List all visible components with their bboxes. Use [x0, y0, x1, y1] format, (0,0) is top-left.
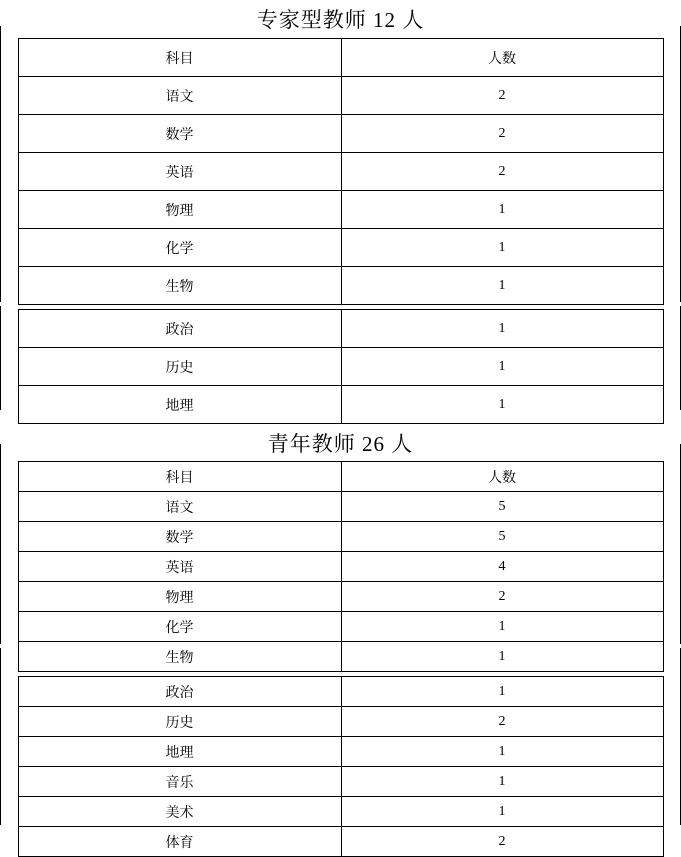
cell-count: 1 [341, 677, 663, 707]
cell-count: 5 [341, 522, 663, 552]
cell-subject: 历史 [18, 348, 341, 386]
page-edge-mark-left-top [0, 26, 1, 302]
cell-subject: 政治 [18, 310, 341, 348]
table-row [18, 191, 663, 229]
header-subject: 科目 [18, 39, 341, 77]
cell-count: 1 [341, 191, 663, 229]
cell-subject: 生物 [18, 267, 341, 305]
table-header-row [18, 462, 663, 492]
cell-subject: 数学 [18, 522, 341, 552]
cell-count: 2 [341, 153, 663, 191]
table-row [18, 612, 663, 642]
cell-subject: 化学 [18, 229, 341, 267]
table-block-expert-teachers [0, 38, 681, 424]
cell-subject: 地理 [18, 737, 341, 767]
table-row [18, 642, 663, 672]
cell-count: 1 [341, 267, 663, 305]
cell-subject: 化学 [18, 612, 341, 642]
cell-subject: 地理 [18, 386, 341, 424]
cell-count: 2 [341, 827, 663, 857]
table-row [18, 552, 663, 582]
cell-subject: 生物 [18, 642, 341, 672]
table-row [18, 348, 663, 386]
cell-subject: 语文 [18, 492, 341, 522]
cell-subject: 物理 [18, 191, 341, 229]
section-title-expert-teachers: 专家型教师 12 人 [256, 8, 425, 32]
table-expert-teachers-continued [18, 309, 664, 424]
cell-subject: 语文 [18, 77, 341, 115]
cell-subject: 政治 [18, 677, 341, 707]
table-row [18, 492, 663, 522]
cell-count: 2 [341, 582, 663, 612]
section-title-young-teachers: 青年教师 26 人 [267, 432, 414, 456]
table-row [18, 737, 663, 767]
table-row [18, 229, 663, 267]
cell-count: 5 [341, 492, 663, 522]
table-expert-teachers [18, 38, 664, 305]
header-count: 人数 [341, 39, 663, 77]
table-row [18, 707, 663, 737]
table-row [18, 267, 663, 305]
header-subject: 科目 [18, 462, 341, 492]
table-header-row [18, 39, 663, 77]
table-row [18, 310, 663, 348]
cell-count: 2 [341, 115, 663, 153]
table-row [18, 677, 663, 707]
cell-count: 1 [341, 386, 663, 424]
table-young-teachers-continued [18, 676, 664, 857]
table-block-young-teachers [0, 461, 681, 857]
table-row [18, 522, 663, 552]
table-row [18, 827, 663, 857]
cell-count: 1 [341, 310, 663, 348]
cell-subject: 数学 [18, 115, 341, 153]
cell-count: 1 [341, 612, 663, 642]
cell-count: 2 [341, 707, 663, 737]
cell-subject: 美术 [18, 797, 341, 827]
page-edge-mark-left-mid [0, 306, 1, 410]
table-row [18, 767, 663, 797]
cell-subject: 历史 [18, 707, 341, 737]
cell-count: 4 [341, 552, 663, 582]
cell-count: 1 [341, 737, 663, 767]
table-row [18, 153, 663, 191]
cell-count: 1 [341, 767, 663, 797]
cell-count: 1 [341, 229, 663, 267]
cell-subject: 体育 [18, 827, 341, 857]
table-row [18, 797, 663, 827]
cell-subject: 音乐 [18, 767, 341, 797]
cell-count: 1 [341, 348, 663, 386]
table-row [18, 77, 663, 115]
cell-count: 2 [341, 77, 663, 115]
cell-count: 1 [341, 797, 663, 827]
cell-subject: 英语 [18, 552, 341, 582]
table-row [18, 115, 663, 153]
table-row [18, 582, 663, 612]
table-young-teachers [18, 461, 664, 672]
table-row [18, 386, 663, 424]
header-count: 人数 [341, 462, 663, 492]
cell-count: 1 [341, 642, 663, 672]
cell-subject: 物理 [18, 582, 341, 612]
page-edge-mark-left-lower [0, 444, 1, 644]
page-edge-mark-left-bottom [0, 648, 1, 825]
cell-subject: 英语 [18, 153, 341, 191]
